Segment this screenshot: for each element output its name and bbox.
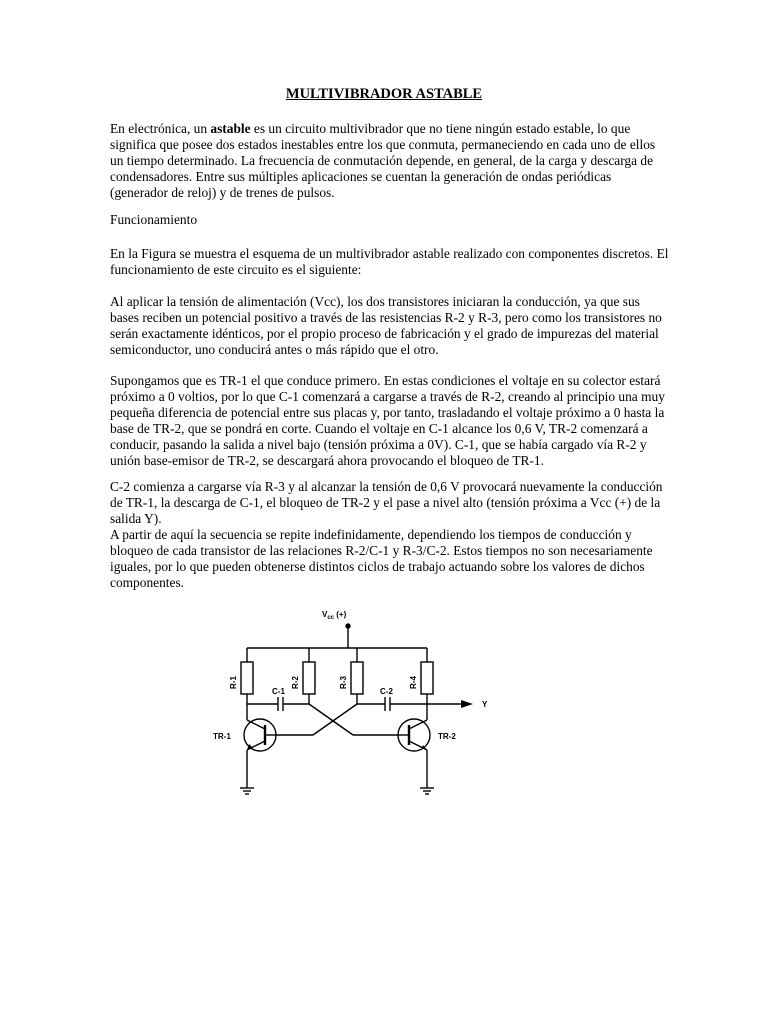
- paragraph-1: En la Figura se muestra el esquema de un multivibrador astable realizado con componentes discretos. El funcionamiento de este circuito es el siguiente:: [110, 246, 669, 277]
- intro-paragraph: [110, 121, 670, 201]
- resistor-r1: [241, 662, 253, 694]
- label-tr2: TR-2: [438, 732, 456, 741]
- label-c1: C-1: [272, 687, 285, 696]
- output-arrow: [461, 700, 473, 708]
- label-c2: C-2: [380, 687, 393, 696]
- paragraph-5: A partir de aquí la secuencia se repite indefinidamente, dependiendo los tiempos de conducción y bloqueo de cada transistor de las relaciones R-2/C-1 y R-3/C-2. Estos tiempos no son necesariamente iguales, por lo que pueden obtenerse distintos ciclos de trabajo actuando sobre los valores de dichos componentes.: [110, 527, 653, 590]
- intro-bold-term: astable: [210, 121, 251, 136]
- section-heading: Funcionamiento: [110, 212, 198, 227]
- label-tr1: TR-1: [213, 732, 231, 741]
- paragraph-2: Al aplicar la tensión de alimentación (Vcc), los dos transistores iniciaran la conducción, ya que sus bases reciben un potencial positivo a través de las resistencias R-2 y R-3, pero como los transistores no serán exactamente idénticos, por el propio proceso de fabricación y el grado de impurezas del material semiconductor, uno conducirá antes o más rápido que el otro.: [110, 294, 662, 357]
- label-r2: R-2: [291, 676, 300, 689]
- vcc-label-suffix: (+): [334, 610, 347, 619]
- document-title: MULTIVIBRADOR ASTABLE: [285, 86, 483, 102]
- paragraph-4: C-2 comienza a cargarse vía R-3 y al alcanzar la tensión de 0,6 V provocará nuevamente la conducción de TR-1, la descarga de C-1, el bloqueo de TR-2 y el pase a nivel alto (tensión próxima a Vcc (+) de la salida Y).: [110, 479, 663, 526]
- intro-suffix: es un circuito multivibrador que no tiene ningún estado estable, lo que significa que posee dos estados inestables entre los que conmuta, permaneciendo en cada uno de ellos un tiempo determinado. La frecuencia de conmutación depende, en general, de la carga y descarga de condensadores. Entre sus múltiples aplicaciones se cuentan la generación de ondas periódicas (generador de reloj) y de trenes de pulsos.: [110, 121, 656, 200]
- resistor-r3: [351, 662, 363, 694]
- cross-wire-1: [309, 704, 353, 735]
- svg-text:Vcc (+): [322, 610, 347, 621]
- resistor-r4: [421, 662, 433, 694]
- circuit-diagram: [205, 602, 505, 812]
- resistor-r2: [303, 662, 315, 694]
- label-r1: R-1: [229, 676, 238, 689]
- label-output: Y: [482, 700, 488, 709]
- vcc-terminal: [346, 624, 350, 628]
- label-r4: R-4: [409, 676, 418, 689]
- intro-prefix: En electrónica, un: [110, 121, 211, 136]
- label-r3: R-3: [339, 676, 348, 689]
- vcc-label-sub: cc: [327, 615, 335, 621]
- paragraph-3: Supongamos que es TR-1 el que conduce primero. En estas condiciones el voltaje en su colector estará próximo a 0 voltios, por lo que C-1 comenzará a cargarse a través de R-2, creando al principio una muy pequeña diferencia de potencial entre sus placas y, por tanto, trasladando el voltaje próximo a 0 hasta la base de TR-2, que se pondrá en corte. Cuando el voltaje en C-1 alcance los 0,6 V, TR-2 comenzará a conducir, pasando la salida a nivel bajo (tensión próxima a 0V). C-1, que se había cargado vía R-2 y unión base-emisor de TR-2, se descargará ahora provocando el bloqueo de TR-1.: [110, 373, 665, 468]
- vcc-label: V: [322, 610, 328, 619]
- cross-wire-2: [313, 704, 357, 735]
